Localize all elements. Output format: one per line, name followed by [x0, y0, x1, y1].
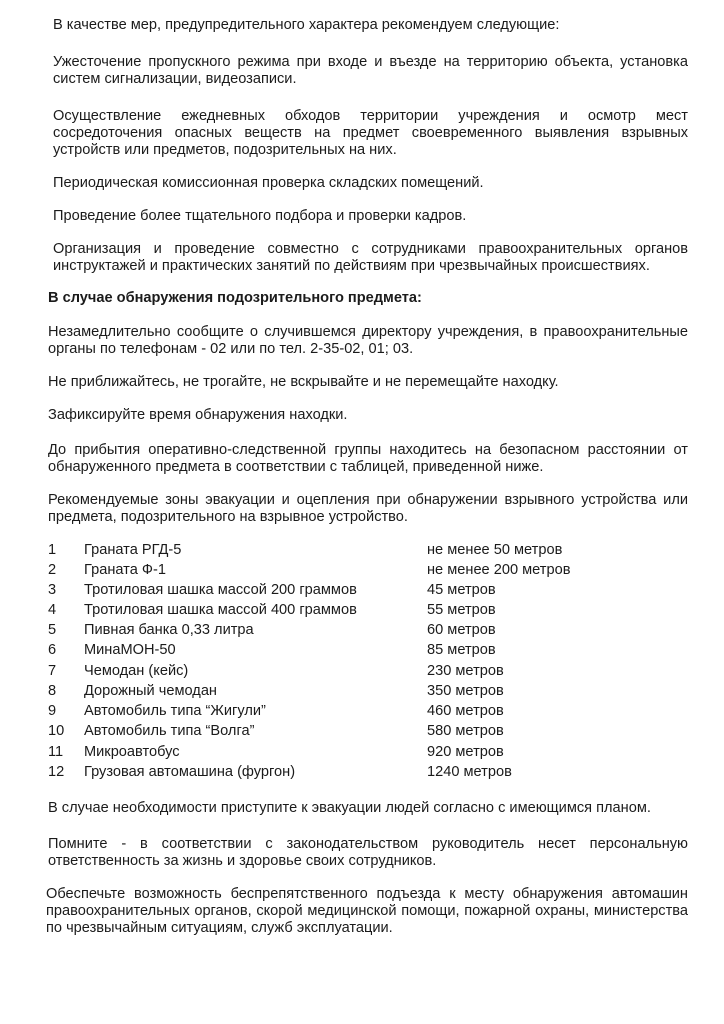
item-name: Дорожный чемодан: [84, 683, 217, 699]
row-number: 11: [48, 744, 64, 760]
item-distance: 45 метров: [427, 582, 496, 598]
action-paragraph: Не приближайтесь, не трогайте, не вскрывайте и не перемещайте находку.: [48, 374, 559, 390]
item-distance: не менее 50 метров: [427, 542, 563, 558]
item-distance: 920 метров: [427, 744, 504, 760]
item-name: Тротиловая шашка массой 400 граммов: [84, 602, 357, 618]
table-row: [0, 600, 724, 620]
item-name: МинаМОН-50: [84, 642, 176, 658]
action-paragraph: Рекомендуемые зоны эвакуации и оцепления при обнаружении взрывного устройства или предмета, подозрительного на взрывное устройство.: [48, 492, 688, 525]
item-distance: 460 метров: [427, 703, 504, 719]
table-row: [0, 661, 724, 681]
table-row: [0, 540, 724, 560]
table-row: [0, 640, 724, 660]
row-number: 1: [48, 542, 57, 558]
action-paragraph: Незамедлительно сообщите о случившемся директору учреждения, в правоохранительные органы по телефонам - 02 или по тел. 2-35-02, 01; 03.: [48, 324, 688, 357]
item-distance: 350 метров: [427, 683, 504, 699]
table-row: [0, 580, 724, 600]
item-name: Грузовая автомашина (фургон): [84, 764, 296, 780]
table-row: [0, 560, 724, 580]
table-row: [0, 620, 724, 640]
item-distance: 580 метров: [427, 723, 504, 739]
action-paragraph: Зафиксируйте время обнаружения находки.: [48, 407, 348, 423]
item-distance: 85 метров: [427, 642, 496, 658]
suspicious-item-heading: В случае обнаружения подозрительного предмета:: [48, 290, 422, 306]
measure-paragraph: Осуществление ежедневных обходов территории учреждения и осмотр мест сосредоточения опасных веществ на предмет своевременного выявления взрывных устройств или предметов, подозрительных на них.: [53, 108, 688, 158]
item-name: Тротиловая шашка массой 200 граммов: [84, 582, 357, 598]
row-number: 4: [48, 602, 57, 618]
item-distance: 55 метров: [427, 602, 496, 618]
row-number: 3: [48, 582, 57, 598]
measure-paragraph: Организация и проведение совместно с сотрудниками правоохранительных органов инструктажей и практических занятий по действиям при чрезвычайных происшествиях.: [53, 241, 688, 274]
item-name: Микроавтобус: [84, 744, 180, 760]
item-name: Автомобиль типа “Жигули”: [84, 703, 266, 719]
item-name: Автомобиль типа “Волга”: [84, 723, 255, 739]
table-row: [0, 681, 724, 701]
table-row: [0, 762, 724, 782]
closing-paragraph: Помните - в соответствии с законодательством руководитель несет персональную ответственность за жизнь и здоровье своих сотрудников.: [48, 836, 688, 869]
item-name: Пивная банка 0,33 литра: [84, 622, 254, 638]
row-number: 8: [48, 683, 57, 699]
item-distance: 1240 метров: [427, 764, 512, 780]
closing-paragraph: Обеспечьте возможность беспрепятственного подъезда к месту обнаружения автомашин правоохранительных органов, скорой медицинской помощи, пожарной охраны, министерства по чрезвычайным ситуациям, служб эксплуатации.: [46, 886, 688, 936]
row-number: 2: [48, 562, 57, 578]
row-number: 6: [48, 642, 57, 658]
item-distance: не менее 200 метров: [427, 562, 571, 578]
row-number: 10: [48, 723, 65, 739]
intro-text: В качестве мер, предупредительного характера рекомендуем следующие:: [53, 17, 560, 33]
row-number: 9: [48, 703, 57, 719]
measure-paragraph: Ужесточение пропускного режима при входе и въезде на территорию объекта, установка систем сигнализации, видеозаписи.: [53, 54, 688, 87]
action-paragraph: До прибытия оперативно-следственной группы находитесь на безопасном расстоянии от обнаруженного предмета в соответствии с таблицей, приведенной ниже.: [48, 442, 688, 475]
item-distance: 230 метров: [427, 663, 504, 679]
item-distance: 60 метров: [427, 622, 496, 638]
item-name: Граната РГД-5: [84, 542, 182, 558]
table-row: [0, 721, 724, 741]
measure-paragraph: Проведение более тщательного подбора и проверки кадров.: [53, 208, 467, 224]
row-number: 5: [48, 622, 57, 638]
measure-paragraph: Периодическая комиссионная проверка складских помещений.: [53, 175, 484, 191]
table-row: [0, 701, 724, 721]
item-name: Чемодан (кейс): [84, 663, 189, 679]
row-number: 12: [48, 764, 65, 780]
closing-paragraph: В случае необходимости приступите к эвакуации людей согласно с имеющимся планом.: [48, 800, 651, 816]
row-number: 7: [48, 663, 57, 679]
table-row: [0, 742, 724, 762]
item-name: Граната Ф-1: [84, 562, 166, 578]
